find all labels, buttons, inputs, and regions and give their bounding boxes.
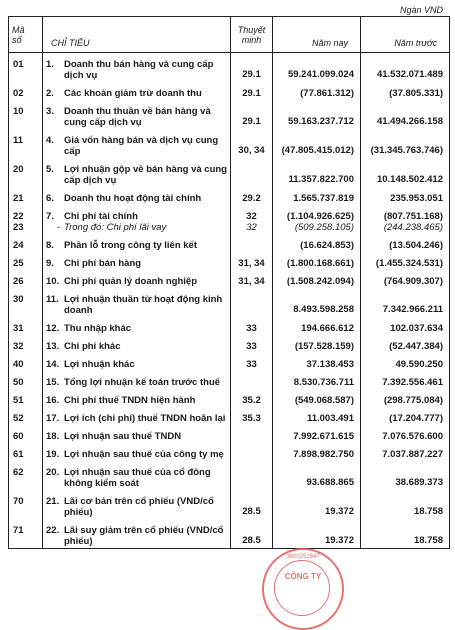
row-code: 10 [9,100,43,129]
table-row [9,519,450,549]
row-current-value: (77.861.312) [273,82,361,100]
table-row [9,353,450,371]
row-previous-value: (764.909.307) [361,270,450,288]
row-previous-value: 7.342.966.211 [361,288,450,317]
row-label: 15. Tổng lợi nhuận kế toán trước thuế [43,371,231,389]
table-row [9,461,450,490]
row-previous-value: 49.590.250 [361,353,450,371]
row-label: 3. Doanh thu thuần về bán hàng và cung cấp dịch vụ [43,100,231,129]
row-current-value: 59.163.237.712 [273,100,361,129]
row-note: 33 [231,353,273,371]
row-current-value: (549.068.587) [273,389,361,407]
table-row [9,252,450,270]
row-note [231,371,273,389]
row-code: 11 [9,129,43,158]
row-label: 17. Lợi ích (chi phí) thuế TNDN hoãn lại [43,407,231,425]
row-current-value: (47.805.415.012) [273,129,361,158]
row-current-value: 7.992.671.615 [273,425,361,443]
row-note [231,461,273,490]
row-note: 30, 34 [231,129,273,158]
row-label: 1. Doanh thu bán hàng và cung cấp dịch vụ [43,53,231,83]
row-previous-value: 18.758 [361,490,450,519]
row-previous-value: 7.392.556.461 [361,371,450,389]
row-previous-value: (17.204.777) [361,407,450,425]
header-note: Thuyết minh [231,17,273,53]
row-note [231,288,273,317]
table-row [9,187,450,205]
row-current-value: (16.624.853) [273,234,361,252]
row-note: 29.2 [231,187,273,205]
row-code: 71 [9,519,43,549]
row-note [231,234,273,252]
row-previous-value: (31.345.763.746) [361,129,450,158]
row-code: 62 [9,461,43,490]
row-label: 20. Lợi nhuận sau thuế của cổ đông không kiểm soát [43,461,231,490]
row-previous-value: 38.689.373 [361,461,450,490]
row-current-value: (1.508.242.094) [273,270,361,288]
table-row [9,490,450,519]
row-previous-value: (1.455.324.531) [361,252,450,270]
row-current-value: 8.530.736.711 [273,371,361,389]
row-code: 24 [9,234,43,252]
row-label: 6. Doanh thu hoạt động tài chính [43,187,231,205]
table-row [9,82,450,100]
row-code: 21 [9,187,43,205]
row-code: 32 [9,335,43,353]
table-row [9,288,450,317]
row-current-value: 93.688.865 [273,461,361,490]
header-item: CHỈ TIÊU [43,17,231,53]
row-previous-value: 235.953.051 [361,187,450,205]
row-code: 02 [9,82,43,100]
row-label: 12. Thu nhập khác [43,317,231,335]
row-code: 01 [9,53,43,83]
row-code: 40 [9,353,43,371]
row-code: 52 [9,407,43,425]
row-current-value: 19.372 [273,490,361,519]
row-note: 31, 34 [231,270,273,288]
table-row [9,407,450,425]
row-label: 11. Lợi nhuận thuần từ hoạt động kinh doanh [43,288,231,317]
table-row [9,205,450,234]
row-label: 18. Lợi nhuận sau thuế TNDN [43,425,231,443]
row-code: 22 23 [9,205,43,234]
row-label: 8. Phần lỗ trong công ty liên kết [43,234,231,252]
row-note: 28.5 [231,490,273,519]
row-previous-value: 41.494.266.158 [361,100,450,129]
row-note: 29.1 [231,53,273,83]
row-code: 50 [9,371,43,389]
row-note: 35.3 [231,407,273,425]
row-current-value: 194.666.612 [273,317,361,335]
row-note: 31, 34 [231,252,273,270]
row-current-value: 7.898.982.750 [273,443,361,461]
row-note: 29.1 [231,100,273,129]
row-code: 60 [9,425,43,443]
table-row [9,317,450,335]
row-current-value: (1.800.168.661) [273,252,361,270]
header-current-year: Năm nay [273,17,361,53]
table-body [9,53,450,549]
row-note [231,425,273,443]
header-previous-year: Năm trước [361,17,450,53]
row-current-value: 8.493.598.258 [273,288,361,317]
row-current-value: 11.357.822.700 [273,158,361,187]
row-code: 31 [9,317,43,335]
row-note: 29.1 [231,82,273,100]
row-label: 5. Lợi nhuận gộp về bán hàng và cung cấp dịch vụ [43,158,231,187]
table-row [9,335,450,353]
row-note: 32 32 [231,205,273,234]
row-label: 14. Lợi nhuận khác [43,353,231,371]
row-code: 30 [9,288,43,317]
row-label: 10. Chi phí quản lý doanh nghiệp [43,270,231,288]
table-row [9,129,450,158]
row-previous-value: (807.751.168) (244.238.465) [361,205,450,234]
row-label: 9. Chi phí bán hàng [43,252,231,270]
table-row [9,371,450,389]
row-note: 28.5 [231,519,273,549]
row-label: 19. Lợi nhuận sau thuế của công ty mẹ [43,443,231,461]
table-header [9,17,450,53]
row-code: 20 [9,158,43,187]
row-code: 25 [9,252,43,270]
row-label: 7. Chi phí tài chính - Trong đó: Chi phí lãi vay [43,205,231,234]
income-statement-table [8,16,450,549]
row-current-value: (1.104.926.625) (509.258.105) [273,205,361,234]
row-note: 33 [231,317,273,335]
table-row [9,100,450,129]
header-code: Mã số [9,17,43,53]
row-note: 35.2 [231,389,273,407]
table-row [9,389,450,407]
table-row [9,443,450,461]
row-previous-value: 7.076.576.600 [361,425,450,443]
row-previous-value: (52.447.384) [361,335,450,353]
row-previous-value: 18.758 [361,519,450,549]
row-previous-value: 7.037.887.227 [361,443,450,461]
table-row [9,425,450,443]
row-label: 13. Chi phí khác [43,335,231,353]
table-row [9,270,450,288]
row-current-value: 1.565.737.819 [273,187,361,205]
row-previous-value: 102.037.634 [361,317,450,335]
row-code: 51 [9,389,43,407]
table-row [9,53,450,83]
row-previous-value: (13.504.246) [361,234,450,252]
row-code: 61 [9,443,43,461]
row-code: 70 [9,490,43,519]
row-label: 21. Lãi cơ bản trên cổ phiếu (VND/cổ phiếu) [43,490,231,519]
currency-unit: Ngàn VND [399,5,443,15]
row-label: 22. Lãi suy giảm trên cổ phiếu (VND/cổ phiếu) [43,519,231,549]
row-current-value: 11.003.491 [273,407,361,425]
row-previous-value: 41.532.071.489 [361,53,450,83]
table-row [9,234,450,252]
company-stamp: 3600252847 CÔNG TY [262,548,344,630]
row-label: 4. Giá vốn hàng bán và dịch vụ cung cấp [43,129,231,158]
row-current-value: 37.138.453 [273,353,361,371]
row-current-value: 59.241.099.024 [273,53,361,83]
row-note [231,443,273,461]
row-previous-value: 10.148.502.412 [361,158,450,187]
row-label: 2. Các khoản giảm trừ doanh thu [43,82,231,100]
row-previous-value: (298.775.084) [361,389,450,407]
row-label: 16. Chi phí thuế TNDN hiện hành [43,389,231,407]
row-note: 33 [231,335,273,353]
row-current-value: 19.372 [273,519,361,549]
row-code: 26 [9,270,43,288]
row-current-value: (157.528.159) [273,335,361,353]
row-note [231,158,273,187]
row-previous-value: (37.805.331) [361,82,450,100]
table-row [9,158,450,187]
